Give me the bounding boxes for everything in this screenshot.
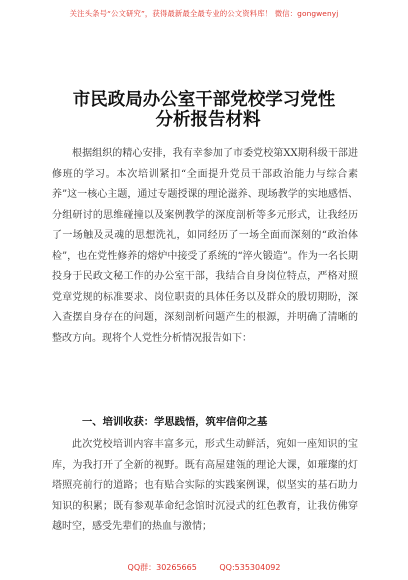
- intro-paragraph: 根据组织的精心安排，我有幸参加了市委党校第XX期科级干部进修班的学习。本次培训紧扣“全面提升党员干部政治能力与综合素养”这一核心主题，通过专题授课的理论滋养、现场教学的实地感悟、分组研讨的思维碰撞以及案例教学的深度剖析等多元形式，让我经历了一场触及灵魂的思想洗礼，如同经历了一场全面而深刻的“政治体检”，也在党性修养的熔炉中接受了系统的“淬火锻造”。作为一名长期投身于民政文秘工作的办公室干部，我结合自身岗位特点，严格对照党章党规的标准要求、岗位职责的具体任务以及群众的殷切期盼，深入查摆自身存在的问题，深刻剖析问题产生的根源，并明确了清晰的整改方向。现将个人党性分析情况报告如下：: [52, 148, 358, 344]
- intro-section: [52, 144, 358, 349]
- section-paragraph: 此次党校培训内容丰富多元，形式生动鲜活，宛如一座知识的宝库，为我打开了全新的视野。既有高屋建瓴的理论大课，如璀璨的灯塔照亮前行的道路；也有贴合实际的实践案例课，似坚实的基石助力知识的积累；既有参观革命纪念馆时沉浸式的红色教育，让我仿佛穿越时空，感受先辈们的热血与激情；: [52, 439, 358, 532]
- footer: [0, 562, 408, 573]
- top-banner: 关注头条号“公文研究”，获得最新最全最专业的公文资料库！ 微信：gongwenyj: [69, 9, 339, 18]
- section-heading: 一、培训收获：学思践悟，筑牢信仰之基: [82, 416, 268, 428]
- document-title-line-1: 市民政局办公室干部党校学习党性: [72, 90, 336, 110]
- footer-qq-group: QQ群：30265665: [127, 563, 197, 572]
- document-title-line-2: 分析报告材料: [155, 110, 261, 130]
- footer-qq-personal: QQ:535304092: [219, 563, 281, 572]
- section-body: [52, 435, 358, 538]
